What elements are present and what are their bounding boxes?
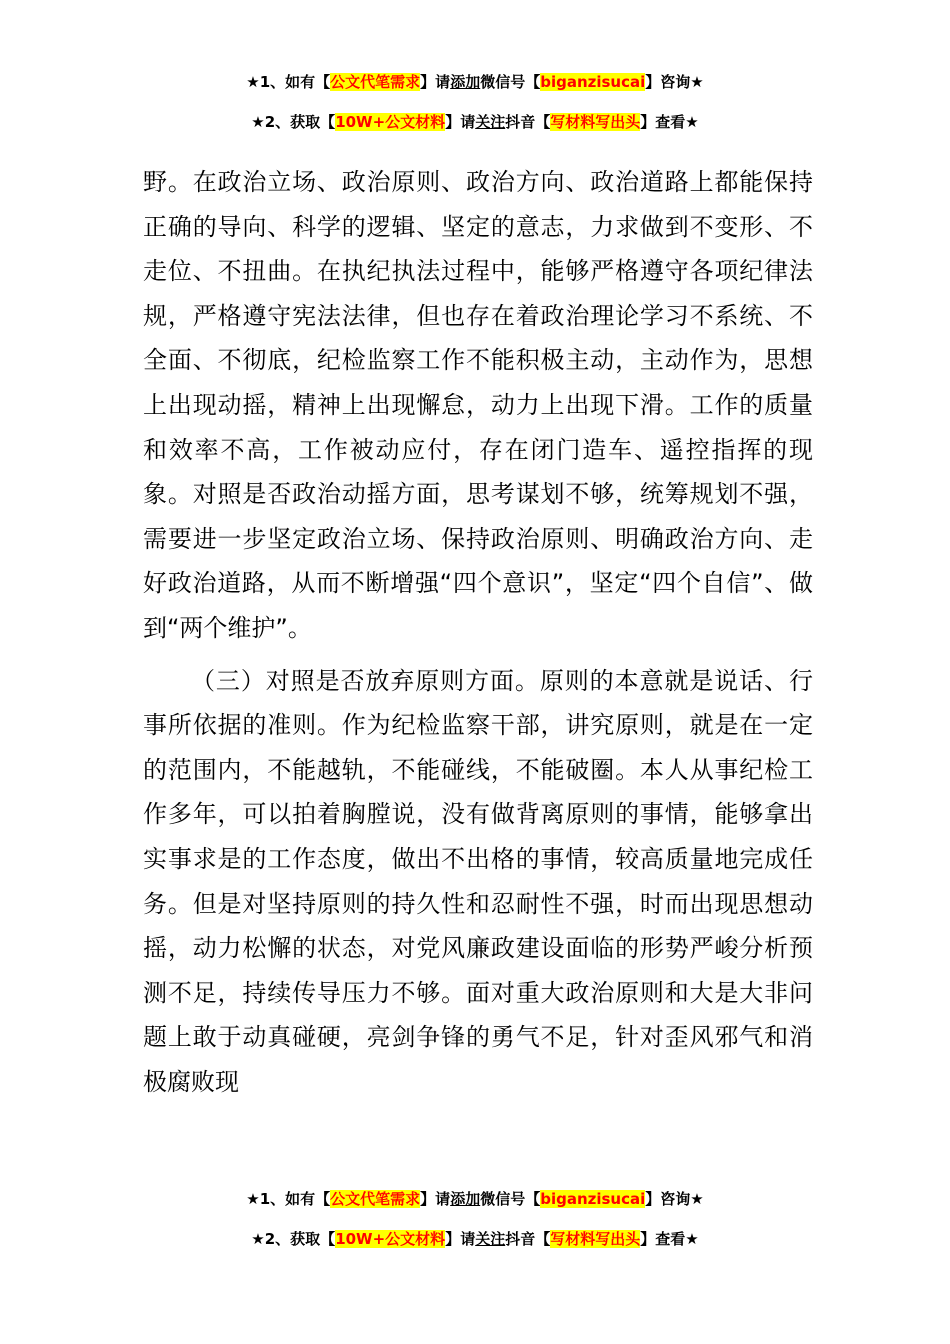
banner-wechat-id: biganzisucai: [540, 73, 646, 91]
banner-text: 微信号【: [480, 1190, 541, 1208]
document-body: [143, 160, 813, 1104]
banner-text: ★1、如有【: [246, 73, 331, 91]
banner-text: 】请: [445, 113, 476, 131]
banner-underline: 关注: [475, 1230, 506, 1248]
banner-text: 】咨询★: [645, 1190, 704, 1208]
banner-text: ★1、如有【: [246, 1190, 331, 1208]
banner-text: 微信号【: [480, 73, 541, 91]
banner-underline: 关注: [475, 113, 506, 131]
banner-text: ★2、获取【: [251, 1230, 336, 1248]
paragraph-2: （三）对照是否放弃原则方面。原则的本意就是说话、行事所依据的准则。作为纪检监察干部，讲究原则，就是在一定的范围内，不能越轨，不能碰线，不能破圈。本人从事纪检工作多年，可以拍着胸膛说，没有做背离原则的事情，能够拿出实事求是的工作态度，做出不出格的事情，较高质量地完成任务。但是对坚持原则的持久性和忍耐性不强，时而出现思想动摇，动力松懈的状态，对党风廉政建设面临的形势严峻分析预测不足，持续传导压力不够。面对重大政治原则和大是大非问题上敢于动真碰硬，亮剑争锋的勇气不足，针对歪风邪气和消极腐败现: [143, 666, 813, 1096]
banner-underline: 添加: [450, 1190, 481, 1208]
banner-text: 抖音【: [505, 1230, 551, 1248]
banner-text: ★2、获取【: [251, 113, 336, 131]
banner-wechat-id: biganzisucai: [540, 1190, 646, 1208]
header-banner-line-1: [0, 72, 950, 92]
banner-text: 】查看★: [640, 113, 699, 131]
header-banner-line-2: [0, 112, 950, 132]
banner-highlight: 公文代笔需求: [330, 1190, 421, 1208]
banner-text: 】请: [420, 1190, 451, 1208]
banner-highlight: 10W+公文材料: [335, 113, 446, 131]
banner-highlight: 10W+公文材料: [335, 1230, 446, 1248]
banner-text: 】请: [420, 73, 451, 91]
banner-douyin-id: 写材料写出头: [550, 113, 641, 131]
footer-banner-line-2: [0, 1229, 950, 1249]
banner-douyin-id: 写材料写出头: [550, 1230, 641, 1248]
footer-banner-line-1: [0, 1189, 950, 1209]
banner-text: 】请: [445, 1230, 476, 1248]
paragraph-1: 野。在政治立场、政治原则、政治方向、政治道路上都能保持正确的导向、科学的逻辑、坚定的意志，力求做到不变形、不走位、不扭曲。在执纪执法过程中，能够严格遵守各项纪律法规，严格遵守宪法法律，但也存在着政治理论学习不系统、不全面、不彻底，纪检监察工作不能积极主动，主动作为，思想上出现动摇，精神上出现懈怠，动力上出现下滑。工作的质量和效率不高，工作被动应付，存在闭门造车、遥控指挥的现象。对照是否政治动摇方面，思考谋划不够，统筹规划不强，需要进一步坚定政治立场、保持政治原则、明确政治方向、走好政治道路，从而不断增强“四个意识”，坚定“四个自信”、做到“两个维护”。: [143, 168, 813, 642]
banner-text: 】查看★: [640, 1230, 699, 1248]
banner-text: 抖音【: [505, 113, 551, 131]
banner-underline: 添加: [450, 73, 481, 91]
banner-text: 】咨询★: [645, 73, 704, 91]
banner-highlight: 公文代笔需求: [330, 73, 421, 91]
